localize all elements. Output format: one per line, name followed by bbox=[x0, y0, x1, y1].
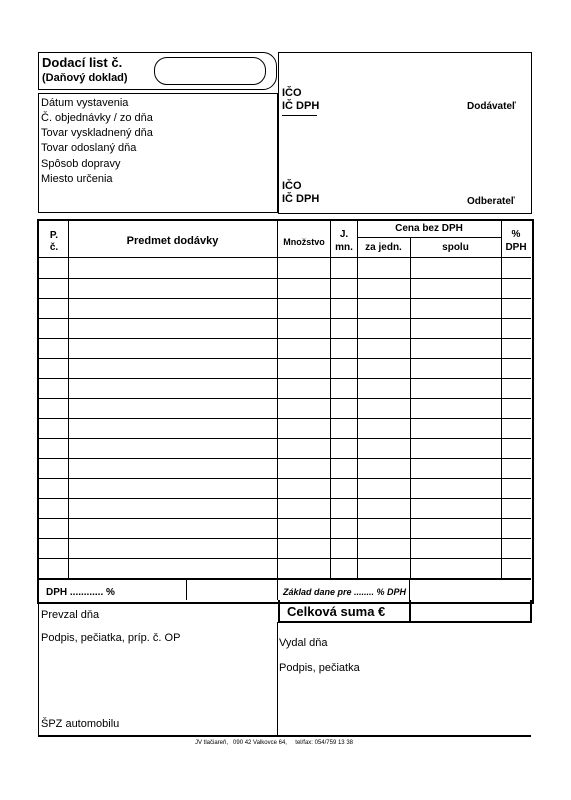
col-line-6 bbox=[501, 220, 502, 578]
footer-left-edge bbox=[38, 600, 39, 736]
supplier-label: Dodávateľ bbox=[467, 101, 516, 112]
total-right-edge bbox=[530, 600, 532, 622]
table-row-line bbox=[38, 518, 531, 519]
party-bottom-line bbox=[278, 213, 531, 214]
customer-ico: IČO bbox=[282, 180, 302, 192]
col-header-price-group: Cena bez DPH bbox=[395, 223, 463, 234]
items-table-frame bbox=[37, 219, 534, 604]
field-goods-sent: Tovar odoslaný dňa bbox=[41, 142, 137, 154]
col-header-unit-2: mn. bbox=[335, 242, 353, 253]
footer-middle-line bbox=[277, 622, 278, 736]
table-header-line bbox=[38, 257, 531, 258]
table-row-line bbox=[38, 278, 531, 279]
table-row-line bbox=[38, 338, 531, 339]
table-row-line bbox=[38, 298, 531, 299]
col-header-total: spolu bbox=[442, 242, 469, 253]
issued-date: Vydal dňa bbox=[279, 637, 328, 649]
document-number-field[interactable] bbox=[154, 57, 266, 85]
supplier-ico: IČO bbox=[282, 87, 302, 99]
col-header-unit-price: za jedn. bbox=[365, 242, 402, 253]
table-row-line bbox=[38, 418, 531, 419]
col-line-1 bbox=[68, 220, 69, 578]
supplier-icdph: IČ DPH bbox=[282, 100, 320, 112]
col-header-pc-2: č. bbox=[49, 242, 59, 253]
table-row-line bbox=[38, 458, 531, 459]
tax-base-label: Základ dane pre ........ % DPH bbox=[283, 587, 407, 597]
col-line-3 bbox=[330, 220, 331, 578]
field-goods-dispatched: Tovar vyskladnený dňa bbox=[41, 127, 153, 139]
dph-divider bbox=[186, 579, 187, 600]
table-row-line bbox=[38, 358, 531, 359]
field-transport-method: Spôsob dopravy bbox=[41, 158, 121, 170]
price-group-line bbox=[357, 237, 501, 238]
table-row-line bbox=[38, 478, 531, 479]
rows-bottom-line bbox=[38, 578, 531, 580]
party-divider bbox=[278, 52, 279, 214]
dph-label: DPH ............ % bbox=[46, 587, 115, 598]
field-destination: Miesto určenia bbox=[41, 173, 113, 185]
col-header-vat-1: % bbox=[511, 229, 521, 240]
document-subtitle: (Daňový doklad) bbox=[42, 72, 128, 84]
col-header-item: Predmet dodávky bbox=[126, 235, 219, 247]
table-row-line bbox=[38, 558, 531, 559]
col-line-2 bbox=[277, 220, 278, 600]
total-bottom-line bbox=[409, 621, 532, 623]
col-line-5 bbox=[410, 237, 411, 578]
issued-signature: Podpis, pečiatka bbox=[279, 662, 360, 674]
table-row-line bbox=[38, 398, 531, 399]
col-header-pc-1: P. bbox=[49, 230, 59, 241]
document-title: Dodací list č. bbox=[42, 55, 123, 70]
field-issue-date: Dátum vystavenia bbox=[41, 97, 129, 109]
col-header-unit-1: J. bbox=[339, 229, 349, 240]
total-label: Celková suma € bbox=[287, 604, 386, 619]
table-row-line bbox=[38, 498, 531, 499]
party-top-line bbox=[278, 52, 531, 53]
col-header-qty: Množstvo bbox=[283, 237, 325, 247]
customer-label: Odberateľ bbox=[467, 196, 515, 207]
customer-icdph: IČ DPH bbox=[282, 193, 320, 205]
vehicle-plate: ŠPZ automobilu bbox=[41, 718, 120, 730]
received-signature: Podpis, pečiatka, príp. č. OP bbox=[41, 632, 181, 644]
col-line-4 bbox=[357, 220, 358, 578]
footer-bottom-line bbox=[38, 735, 531, 737]
received-date: Prevzal dňa bbox=[41, 609, 100, 621]
table-row-line bbox=[38, 318, 531, 319]
table-row-line bbox=[38, 378, 531, 379]
table-row-line bbox=[38, 438, 531, 439]
supplier-icdph-underline bbox=[282, 115, 317, 116]
printer-info: JV tlačiareň, 090 42 Valkovce 64, tel/fax: 054/759 13 38 bbox=[195, 740, 353, 746]
party-right-line bbox=[531, 52, 532, 214]
col-header-vat-2: DPH bbox=[505, 242, 527, 253]
table-row-line bbox=[38, 538, 531, 539]
field-order-number: Č. objednávky / zo dňa bbox=[41, 112, 153, 124]
